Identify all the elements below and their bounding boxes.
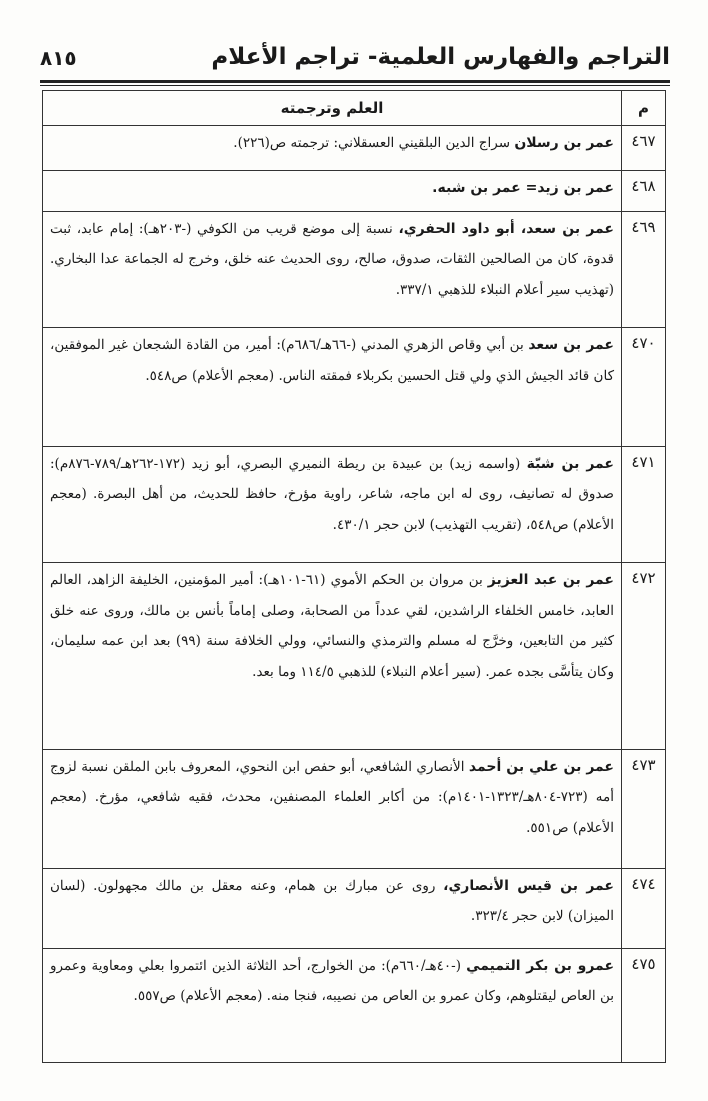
- entry-name: عمر بن عبد العزيز: [487, 572, 614, 589]
- table-row: [43, 328, 666, 447]
- entry-number: ٤٧٠: [622, 328, 666, 447]
- entry-text: بن مروان بن الحكم الأموي (٦١-١٠١هـ): أمير المؤمنين، الخليفة الزاهد، العالم العابد، خامس الخلفاء الراشدين، لقي عدداً من الصحابة، وصلى إماماً بأنس بن مالك، وروى عنه خلق كثير من التابعين، وخرَّج له مسلم والترمذي والنسائي، وولي الخلافة سنة (٩٩) بعد ابن عمه سليمان، وكان يتأسَّى بجده عمر. (سير أعلام النبلاء) للذهبي ١١٤/٥ وما بعد.: [50, 572, 615, 680]
- entry-biography: [43, 211, 622, 327]
- entry-biography: [43, 948, 622, 1062]
- entry-biography: [43, 446, 622, 562]
- entry-name: عمر بن زيد= عمر بن شبه.: [432, 180, 614, 197]
- entry-number: ٤٦٨: [622, 171, 666, 212]
- column-header-biography: العلم وترجمته: [43, 91, 622, 126]
- column-header-number: م: [622, 91, 666, 126]
- entry-name: عمر بن سعد، أبو داود الحفري،: [398, 220, 614, 237]
- entry-biography: [43, 563, 622, 750]
- table-row: [43, 211, 666, 327]
- entry-number: ٤٦٧: [622, 126, 666, 171]
- entry-biography: [43, 328, 622, 447]
- page-number: ٨١٥: [40, 46, 77, 70]
- entry-number: ٤٦٩: [622, 211, 666, 327]
- biographies-table: [42, 90, 666, 1063]
- table-row: [43, 749, 666, 868]
- entry-name: عمر بن قيس الأنصاري،: [443, 877, 614, 894]
- running-title: التراجم والفهارس العلمية- تراجم الأعلام: [211, 44, 670, 70]
- entry-number: ٤٧٥: [622, 948, 666, 1062]
- entry-name: عمر بن سعد: [528, 337, 614, 354]
- entry-biography: [43, 126, 622, 171]
- table-row: [43, 563, 666, 750]
- entry-biography: [43, 171, 622, 212]
- table-row: [43, 948, 666, 1062]
- entry-text: (واسمه زيد) بن عبيدة بن ريطة النميري البصري، أبو زيد (١٧٢-٢٦٢هـ/٧٨٩-٨٧٦م): صدوق له تصانيف، روى له ابن ماجه، شاعر، راوية مؤرخ، حافظ للحديث، من أهل البصرة. (معجم الأعلام) ص٥٤٨، (تقريب التهذيب) لابن حجر ٤٣٠/١.: [50, 455, 614, 533]
- entry-text: سراج الدين البلقيني العسقلاني: ترجمته ص(٢٢٦).: [233, 135, 515, 151]
- entry-number: ٤٧٣: [622, 749, 666, 868]
- table-row: [43, 126, 666, 171]
- entry-text: روى عن مبارك بن همام، وعنه معقل بن مالك مجهولون. (لسان الميزان) لابن حجر ٣٢٣/٤.: [50, 877, 614, 925]
- entry-name: عمرو بن بكر التميمي: [466, 957, 615, 974]
- entry-biography: [43, 749, 622, 868]
- entry-text: نسبة إلى موضع قريب من الكوفي (-٢٠٣هـ): إمام عابد، ثبت قدوة، كان من الصالحين الثقات، صدوق، صالح، روى الحديث عنه خلق، وخرج له الجماعة عدا البخاري. (تهذيب سير أعلام النبلاء للذهبي ٣٣٧/١.: [50, 220, 614, 298]
- entry-text: (-٤٠هـ/٦٦٠م): من الخوارج، أحد الثلاثة الذين ائتمروا بعلي ومعاوية وعمرو بن العاص ليقتلوهم، وكان عمرو بن العاص من نصيبه، فنجا منه. (معجم الأعلام) ص٥٥٧.: [50, 957, 614, 1005]
- table-header-row: [43, 91, 666, 126]
- table-row: [43, 171, 666, 212]
- entry-number: ٤٧٤: [622, 868, 666, 948]
- entry-text: الأنصاري الشافعي، أبو حفص ابن النحوي، المعروف بابن الملقن نسبة لزوج أمه (٧٢٣-٨٠٤هـ/١٣٢٣-١٤٠١م): من أكابر العلماء المصنفين، محدث، فقيه شافعي، مؤرخ. (معجم الأعلام) ص٥٥١.: [50, 758, 614, 836]
- table-row: [43, 868, 666, 948]
- entry-name: عمر بن علي بن أحمد: [468, 758, 614, 775]
- entry-number: ٤٧١: [622, 446, 666, 562]
- entry-biography: [43, 868, 622, 948]
- entry-name: عمر بن شبّة: [526, 455, 614, 472]
- entry-text: بن أبي وقاص الزهري المدني (-٦٦هـ/٦٨٦م): أمير، من القادة الشجعان غير الموفقين، كان قائد الجيش الذي ولي قتل الحسين بكربلاء فمقته الناس. (معجم الأعلام) ص٥٤٨.: [50, 337, 614, 384]
- page-header: [40, 44, 670, 84]
- header-rule: [40, 80, 670, 86]
- entry-name: عمر بن رسلان: [514, 135, 614, 151]
- table-row: [43, 446, 666, 562]
- entry-number: ٤٧٢: [622, 563, 666, 750]
